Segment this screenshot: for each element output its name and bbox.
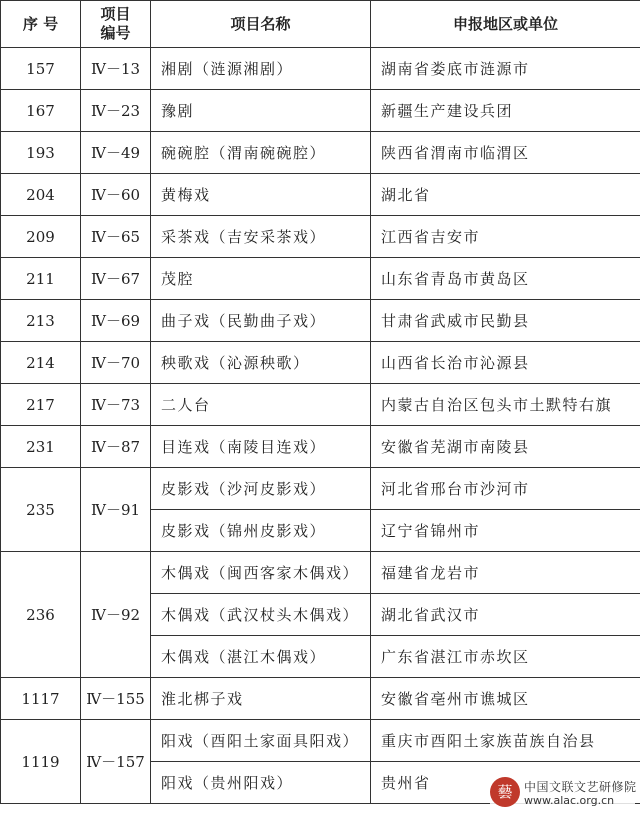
table-row [1,216,640,258]
watermark-name: 中国文联文艺研修院 [524,780,637,794]
code-cell: Ⅳ－92 [81,552,151,678]
name-cell: 木偶戏（闽西客家木偶戏） [151,552,371,594]
table-row [1,258,640,300]
name-cell: 淮北梆子戏 [151,678,371,720]
region-cell: 山东省青岛市黄岛区 [371,258,640,300]
seq-cell: 1117 [1,678,81,720]
header-seq: 序 号 [1,1,81,48]
name-cell: 阳戏（酉阳土家面具阳戏） [151,720,371,762]
seq-cell: 236 [1,552,81,678]
table-row [1,300,640,342]
code-cell: Ⅳ－65 [81,216,151,258]
region-cell: 重庆市酉阳土家族苗族自治县 [371,720,640,762]
region-cell: 甘肃省武威市民勤县 [371,300,640,342]
code-cell: Ⅳ－87 [81,426,151,468]
seq-cell: 217 [1,384,81,426]
region-cell: 湖北省 [371,174,640,216]
seq-cell: 214 [1,342,81,384]
name-cell: 阳戏（贵州阳戏） [151,762,371,804]
region-cell: 山西省长治市沁源县 [371,342,640,384]
region-cell: 河北省邢台市沙河市 [371,468,640,510]
table-row [1,90,640,132]
watermark [490,775,635,811]
seq-cell: 209 [1,216,81,258]
region-cell: 安徽省亳州市谯城区 [371,678,640,720]
seq-cell: 157 [1,48,81,90]
seq-cell: 167 [1,90,81,132]
name-cell: 木偶戏（湛江木偶戏） [151,636,371,678]
header-code-line2: 编号 [100,24,131,42]
name-cell: 黄梅戏 [151,174,371,216]
header-name: 项目名称 [151,1,371,48]
seq-cell: 204 [1,174,81,216]
header-code [81,1,151,48]
name-cell: 采茶戏（吉安采茶戏） [151,216,371,258]
table-row [1,426,640,468]
code-cell: Ⅳ－60 [81,174,151,216]
seq-cell: 211 [1,258,81,300]
region-cell: 广东省湛江市赤坎区 [371,636,640,678]
region-cell: 福建省龙岩市 [371,552,640,594]
region-cell: 内蒙古自治区包头市土默特右旗 [371,384,640,426]
watermark-url: www.alac.org.cn [524,794,615,807]
seq-cell: 193 [1,132,81,174]
name-cell: 目连戏（南陵目连戏） [151,426,371,468]
code-cell: Ⅳ－13 [81,48,151,90]
seq-cell: 213 [1,300,81,342]
code-cell: Ⅳ－155 [81,678,151,720]
region-cell: 新疆生产建设兵团 [371,90,640,132]
header-region: 申报地区或单位 [371,1,640,48]
code-cell: Ⅳ－91 [81,468,151,552]
region-cell: 贵州省 [371,762,640,804]
code-cell: Ⅳ－73 [81,384,151,426]
table-row [1,678,640,720]
code-cell: Ⅳ－69 [81,300,151,342]
table-row [1,552,640,594]
region-cell: 辽宁省锦州市 [371,510,640,552]
table-row [1,720,640,762]
code-cell: Ⅳ－70 [81,342,151,384]
name-cell: 木偶戏（武汉杖头木偶戏） [151,594,371,636]
region-cell: 安徽省芜湖市南陵县 [371,426,640,468]
table-row [1,384,640,426]
name-cell: 碗碗腔（渭南碗碗腔） [151,132,371,174]
header-code-line1: 项目 [100,5,131,23]
code-cell: Ⅳ－67 [81,258,151,300]
region-cell: 江西省吉安市 [371,216,640,258]
table-row [1,468,640,510]
seq-cell: 1119 [1,720,81,804]
table-row [1,342,640,384]
name-cell: 秧歌戏（沁源秧歌） [151,342,371,384]
name-cell: 茂腔 [151,258,371,300]
header-row [1,1,640,48]
table-row [1,174,640,216]
name-cell: 二人台 [151,384,371,426]
table-row [1,48,640,90]
region-cell: 陕西省渭南市临渭区 [371,132,640,174]
code-cell: Ⅳ－23 [81,90,151,132]
region-cell: 湖南省娄底市涟源市 [371,48,640,90]
region-cell: 湖北省武汉市 [371,594,640,636]
seq-cell: 235 [1,468,81,552]
name-cell: 皮影戏（锦州皮影戏） [151,510,371,552]
code-cell: Ⅳ－49 [81,132,151,174]
table-row [1,132,640,174]
seq-cell: 231 [1,426,81,468]
name-cell: 湘剧（涟源湘剧） [151,48,371,90]
code-cell: Ⅳ－157 [81,720,151,804]
name-cell: 豫剧 [151,90,371,132]
name-cell: 皮影戏（沙河皮影戏） [151,468,371,510]
seal-logo-icon: 藝 [490,777,520,807]
name-cell: 曲子戏（民勤曲子戏） [151,300,371,342]
